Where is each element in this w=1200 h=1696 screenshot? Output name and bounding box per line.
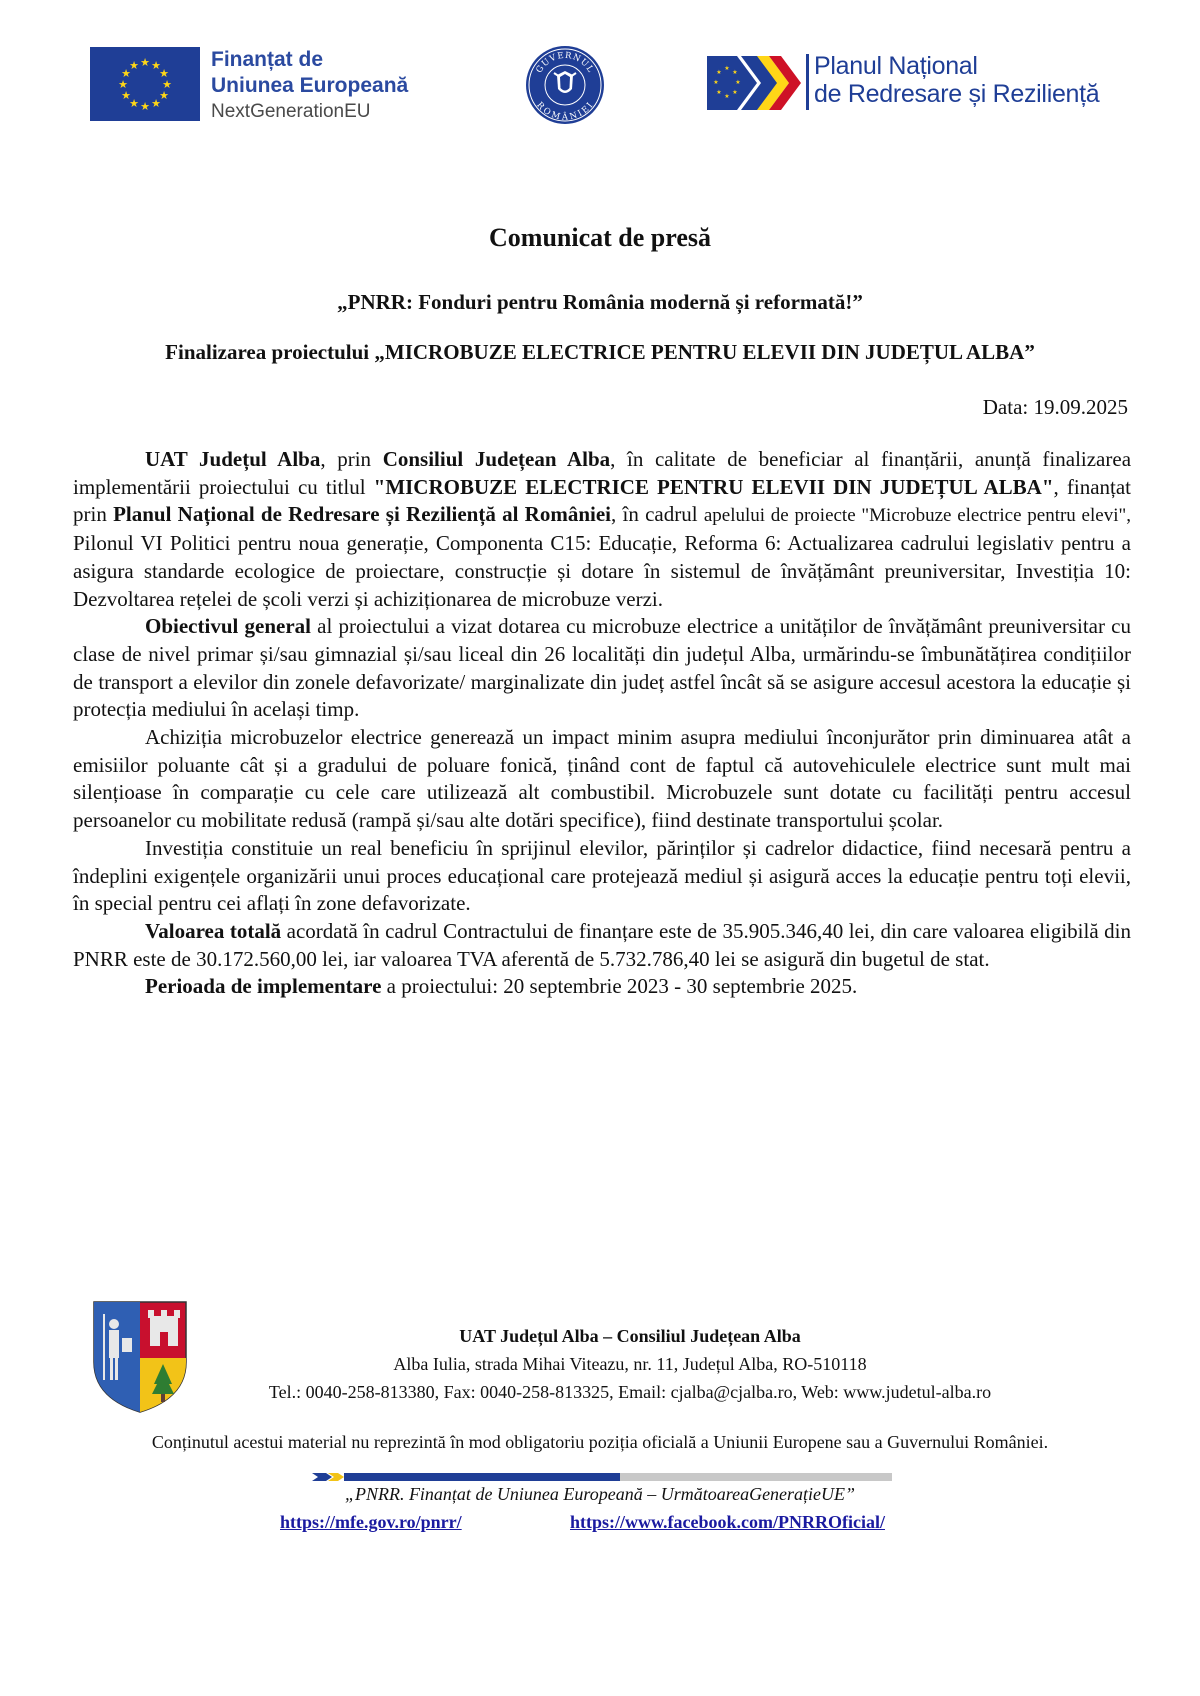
footer-address: Alba Iulia, strada Mihai Viteazu, nr. 11, Județul Alba, RO-510118 (393, 1354, 867, 1374)
p1-text-4: , în cadrul (611, 502, 704, 527)
link-mfe-pnrr[interactable]: https://mfe.gov.ro/pnrr/ (280, 1512, 462, 1532)
page-title: Comunicat de presă (489, 223, 711, 252)
pnrr-logo-line1: Planul Național (814, 52, 978, 80)
p1-bold-4: Planul Național de Redresare și Reziliență al României (113, 502, 612, 527)
pnrr-divider (806, 54, 809, 110)
svg-text:★: ★ (140, 56, 150, 69)
svg-text:★: ★ (732, 89, 738, 96)
svg-text:★: ★ (159, 89, 169, 102)
svg-text:★: ★ (716, 69, 722, 76)
p2-text-1: al proiectului a vizat dotarea cu microbuze electrice a unităților de învățământ preuniversitar cu clase de nivel primar și/sau gimnazial și/sau liceal din 26 localități din județul Alba, urmărindu-se îmbunătățirea condițiilor de transport a elevilor din zonele defavorizate/ marginalizate din județ astfel încât să se asigure accesul acestora la educație și protecția mediului în același timp. (73, 614, 1131, 722)
svg-text:★: ★ (129, 97, 139, 110)
eu-flag-icon (90, 47, 200, 121)
eu-logo-line2: Uniunea Europeană (211, 74, 409, 97)
pnrr-arrows-icon (707, 56, 803, 110)
svg-text:★: ★ (129, 59, 139, 72)
svg-text:★: ★ (159, 67, 169, 80)
eu-funding-logo (90, 47, 430, 127)
paragraph-5 (73, 918, 1131, 973)
footer-disclaimer: Conținutul acestui material nu reprezintă în mod obligatoriu poziția oficială a Uniunii Europene sau a Guvernului României. (151, 1432, 1049, 1452)
paragraph-6 (73, 973, 1131, 1001)
p6-bold-1: Perioada de implementare (145, 974, 382, 999)
eu-logo-line3: NextGenerationEU (211, 101, 371, 122)
footer-contact: Tel.: 0040-258-813380, Fax: 0040-258-813325, Email: cjalba@cjalba.ro, Web: www.judetul-alba.ro (268, 1382, 992, 1402)
svg-text:★: ★ (732, 69, 738, 76)
svg-text:★: ★ (713, 79, 719, 86)
link-facebook-pnrr[interactable]: https://www.facebook.com/PNRROficial/ (570, 1512, 885, 1532)
pnrr-logo (707, 52, 1127, 116)
paragraph-2 (73, 613, 1131, 724)
svg-text:★: ★ (151, 59, 161, 72)
svg-text:★: ★ (724, 93, 730, 100)
p5-text-1: acordată în cadrul Contractului de finanțare este de 35.905.346,40 lei, din care valoarea eligibilă din PNRR este de 30.172.560,00 lei, iar valoarea TVA aferentă de 5.732.786,40 lei se asigură din bugetul de stat. (73, 918, 1131, 971)
pnrr-logo-line2: de Redresare și Reziliență (814, 80, 1100, 108)
p1-bold-2: Consiliul Județean Alba (382, 447, 611, 471)
p6-text-1: a proiectului: 20 septembrie 2023 - 30 septembrie 2025. (381, 974, 858, 999)
paragraph-3: Achiziția microbuzelor electrice generează un impact minim asupra mediului înconjurător prin diminuarea atât a emisiilor poluante cât și a gradului de poluare fonică, ținând cont de faptul că autovehiculele electrice sunt mult mai silențioase în comparație cu cele care utilizează alt combustibil. Microbuzele sunt dotate cu facilități pentru accesul persoanelor cu mobilitate redusă (rampă și/sau alte dotări specifice), fiind destinate transportului școlar. (73, 725, 1131, 833)
government-seal-logo (524, 44, 606, 126)
gov-seal-top-text: GUVERNUL (534, 50, 596, 76)
svg-text:★: ★ (162, 78, 172, 91)
p1-text-2: , în calitate de beneficiar al finanțării, anunță finalizarea implementării proiectului cu titlul (73, 447, 1132, 499)
paragraph-1 (73, 446, 1131, 613)
slogan: „PNRR: Fonduri pentru România modernă și reformată!” (337, 290, 863, 314)
p5-bold-1: Valoarea totală (145, 918, 282, 943)
project-subtitle: Finalizarea proiectului „MICROBUZE ELECTRICE PENTRU ELEVII DIN JUDEȚUL ALBA” (165, 340, 1035, 364)
svg-text:★: ★ (724, 65, 730, 72)
p1-bold-3: "MICROBUZE ELECTRICE PENTRU ELEVII DIN JUDEȚUL ALBA" (373, 474, 1054, 499)
footer-contact-block (200, 1322, 1060, 1406)
footer-motto: „PNRR. Finanțat de Uniunea Europeană – UrmătoareaGenerațieUE” (344, 1484, 856, 1504)
pnrr-logo-text (814, 52, 1099, 108)
release-date: Data: 19.09.2025 (982, 395, 1128, 419)
svg-text:★: ★ (151, 97, 161, 110)
gov-seal-bottom-text: ROMÂNIEI (534, 100, 596, 123)
svg-text:★: ★ (121, 67, 131, 80)
footer-color-bar (312, 1469, 892, 1479)
press-release-body (73, 446, 1131, 1001)
footer-org-name: UAT Județul Alba – Consiliul Județean Alba (459, 1326, 801, 1346)
svg-text:★: ★ (121, 89, 131, 102)
p1-text-5: apelului de proiecte "Microbuze electrice pentru elevi", (703, 505, 1131, 527)
p1-bold-1: UAT Județul Alba (145, 447, 321, 471)
eu-logo-line1: Finanțat de (211, 48, 324, 71)
svg-text:★: ★ (140, 100, 150, 113)
p1-text-6: Pilonul VI Politici pentru noua generație, Componenta C15: Educație, Reforma 6: Actualizarea cadrului legislativ pentru a asigura standarde ecologice de proiectare, construcție și dotare în sistemul de învățământ preuniversitar, Investiția 10: Dezvoltarea rețelei de școli verzi și achiziționarea de microbuze verzi. (73, 531, 1131, 611)
p1-text-1: , prin (320, 447, 383, 471)
p2-bold-1: Obiectivul general (145, 614, 311, 639)
alba-county-crest-icon (92, 1300, 188, 1414)
svg-text:★: ★ (735, 79, 741, 86)
p1-text-3: , finanțat prin (73, 474, 1131, 527)
eu-logo-text (211, 47, 408, 125)
footer-links (0, 1512, 1200, 1542)
svg-text:★: ★ (716, 89, 722, 96)
paragraph-4: Investiția constituie un real beneficiu în sprijinul elevilor, părinților și cadrelor didactice, fiind necesară pentru a îndeplini exigențele organizării unui proces educațional care protejează mediul și asigură acces la educație pentru toți elevii, în special pentru cei aflați în zone defavorizate. (73, 835, 1131, 916)
svg-text:★: ★ (118, 78, 128, 91)
